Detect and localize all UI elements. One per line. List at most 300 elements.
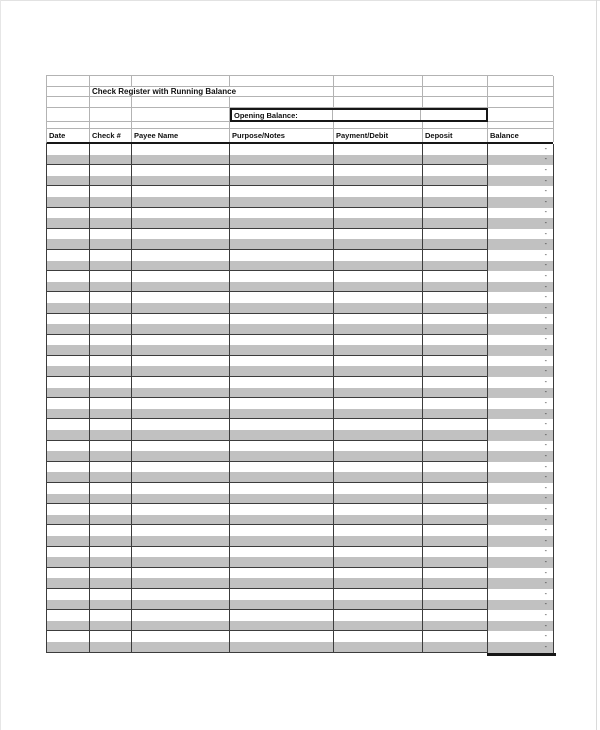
entry-cell-payee-name[interactable] xyxy=(132,568,230,579)
entry-cell-deposit[interactable] xyxy=(423,197,488,208)
entry-cell-payment-debit[interactable] xyxy=(334,494,423,505)
entry-cell-payee-name[interactable] xyxy=(132,271,230,282)
entry-cell-payee-name[interactable] xyxy=(132,557,230,568)
entry-cell-deposit[interactable] xyxy=(423,568,488,579)
entry-cell-purpose-notes[interactable] xyxy=(230,536,334,547)
entry-cell-payee-name[interactable] xyxy=(132,197,230,208)
entry-cell-payment-debit[interactable] xyxy=(334,589,423,600)
entry-cell-deposit[interactable] xyxy=(423,366,488,377)
entry-cell-deposit[interactable] xyxy=(423,271,488,282)
entry-cell-payment-debit[interactable] xyxy=(334,388,423,399)
entry-cell-purpose-notes[interactable] xyxy=(230,314,334,325)
entry-cell-payee-name[interactable] xyxy=(132,504,230,515)
entry-cell-check[interactable] xyxy=(90,218,132,229)
entry-cell-payee-name[interactable] xyxy=(132,176,230,187)
entry-cell-deposit[interactable] xyxy=(423,462,488,473)
entry-cell-payee-name[interactable] xyxy=(132,472,230,483)
entry-cell-purpose-notes[interactable] xyxy=(230,324,334,335)
entry-cell-deposit[interactable] xyxy=(423,155,488,166)
entry-cell-date[interactable] xyxy=(47,314,90,325)
entry-cell-payee-name[interactable] xyxy=(132,462,230,473)
entry-cell-payee-name[interactable] xyxy=(132,239,230,250)
entry-cell-check[interactable] xyxy=(90,345,132,356)
entry-cell-deposit[interactable] xyxy=(423,504,488,515)
entry-cell-check[interactable] xyxy=(90,557,132,568)
entry-cell-payee-name[interactable] xyxy=(132,388,230,399)
entry-cell-payee-name[interactable] xyxy=(132,483,230,494)
entry-cell-purpose-notes[interactable] xyxy=(230,356,334,367)
entry-cell-date[interactable] xyxy=(47,557,90,568)
entry-cell-payee-name[interactable] xyxy=(132,377,230,388)
entry-cell-deposit[interactable] xyxy=(423,144,488,155)
entry-cell-date[interactable] xyxy=(47,398,90,409)
entry-cell-date[interactable] xyxy=(47,483,90,494)
entry-cell-check[interactable] xyxy=(90,292,132,303)
entry-cell-deposit[interactable] xyxy=(423,610,488,621)
entry-cell-deposit[interactable] xyxy=(423,536,488,547)
entry-cell-purpose-notes[interactable] xyxy=(230,345,334,356)
entry-cell-date[interactable] xyxy=(47,377,90,388)
entry-cell-payee-name[interactable] xyxy=(132,430,230,441)
entry-cell-date[interactable] xyxy=(47,345,90,356)
entry-cell-date[interactable] xyxy=(47,419,90,430)
entry-cell-purpose-notes[interactable] xyxy=(230,631,334,642)
entry-cell-purpose-notes[interactable] xyxy=(230,176,334,187)
entry-cell-payment-debit[interactable] xyxy=(334,557,423,568)
entry-cell-deposit[interactable] xyxy=(423,419,488,430)
balance-cell: - xyxy=(488,356,554,367)
entry-cell-date[interactable] xyxy=(47,441,90,452)
entry-cell-payment-debit[interactable] xyxy=(334,600,423,611)
entry-cell-payment-debit[interactable] xyxy=(334,504,423,515)
entry-cell-check[interactable] xyxy=(90,494,132,505)
entry-cell-date[interactable] xyxy=(47,229,90,240)
entry-cell-purpose-notes[interactable] xyxy=(230,197,334,208)
entry-cell-payment-debit[interactable] xyxy=(334,568,423,579)
entry-cell-check[interactable] xyxy=(90,462,132,473)
entry-cell-payee-name[interactable] xyxy=(132,144,230,155)
entry-cell-payment-debit[interactable] xyxy=(334,261,423,272)
entry-cell-payee-name[interactable] xyxy=(132,621,230,632)
entry-cell-payee-name[interactable] xyxy=(132,261,230,272)
entry-cell-payment-debit[interactable] xyxy=(334,451,423,462)
entry-cell-purpose-notes[interactable] xyxy=(230,409,334,420)
entry-cell-purpose-notes[interactable] xyxy=(230,186,334,197)
entry-cell-payee-name[interactable] xyxy=(132,494,230,505)
entry-cell-check[interactable] xyxy=(90,388,132,399)
entry-cell-payee-name[interactable] xyxy=(132,600,230,611)
entry-cell-purpose-notes[interactable] xyxy=(230,419,334,430)
entry-cell-date[interactable] xyxy=(47,303,90,314)
entry-cell-check[interactable] xyxy=(90,451,132,462)
entry-cell-purpose-notes[interactable] xyxy=(230,642,334,653)
entry-cell-purpose-notes[interactable] xyxy=(230,589,334,600)
entry-cell-purpose-notes[interactable] xyxy=(230,155,334,166)
entry-cell-check[interactable] xyxy=(90,282,132,293)
entry-cell-payee-name[interactable] xyxy=(132,366,230,377)
entry-cell-deposit[interactable] xyxy=(423,335,488,346)
entry-cell-date[interactable] xyxy=(47,631,90,642)
entry-cell-payee-name[interactable] xyxy=(132,282,230,293)
entry-cell-purpose-notes[interactable] xyxy=(230,494,334,505)
entry-cell-check[interactable] xyxy=(90,515,132,526)
entry-cell-check[interactable] xyxy=(90,547,132,558)
entry-cell-payment-debit[interactable] xyxy=(334,208,423,219)
entry-cell-check[interactable] xyxy=(90,165,132,176)
entry-cell-purpose-notes[interactable] xyxy=(230,578,334,589)
entry-cell-check[interactable] xyxy=(90,239,132,250)
entry-cell-date[interactable] xyxy=(47,472,90,483)
entry-cell-check[interactable] xyxy=(90,441,132,452)
entry-cell-check[interactable] xyxy=(90,271,132,282)
entry-cell-purpose-notes[interactable] xyxy=(230,292,334,303)
entry-cell-date[interactable] xyxy=(47,271,90,282)
entry-cell-deposit[interactable] xyxy=(423,282,488,293)
entry-cell-date[interactable] xyxy=(47,430,90,441)
entry-cell-deposit[interactable] xyxy=(423,483,488,494)
entry-cell-deposit[interactable] xyxy=(423,430,488,441)
entry-cell-deposit[interactable] xyxy=(423,494,488,505)
entry-cell-deposit[interactable] xyxy=(423,229,488,240)
entry-cell-deposit[interactable] xyxy=(423,186,488,197)
entry-cell-payee-name[interactable] xyxy=(132,441,230,452)
entry-cell-check[interactable] xyxy=(90,578,132,589)
entry-cell-payment-debit[interactable] xyxy=(334,398,423,409)
entry-cell-payment-debit[interactable] xyxy=(334,536,423,547)
empty-cell xyxy=(488,97,554,108)
entry-cell-date[interactable] xyxy=(47,504,90,515)
entry-cell-date[interactable] xyxy=(47,525,90,536)
entry-cell-payment-debit[interactable] xyxy=(334,621,423,632)
entry-cell-check[interactable] xyxy=(90,642,132,653)
entry-cell-payment-debit[interactable] xyxy=(334,271,423,282)
entry-cell-purpose-notes[interactable] xyxy=(230,208,334,219)
entry-cell-check[interactable] xyxy=(90,186,132,197)
entry-cell-payment-debit[interactable] xyxy=(334,335,423,346)
entry-cell-date[interactable] xyxy=(47,144,90,155)
entry-cell-payee-name[interactable] xyxy=(132,589,230,600)
entry-cell-payment-debit[interactable] xyxy=(334,525,423,536)
register-row xyxy=(47,430,553,441)
entry-cell-payment-debit[interactable] xyxy=(334,155,423,166)
entry-cell-payment-debit[interactable] xyxy=(334,144,423,155)
entry-cell-payee-name[interactable] xyxy=(132,324,230,335)
entry-cell-deposit[interactable] xyxy=(423,557,488,568)
entry-cell-date[interactable] xyxy=(47,515,90,526)
opening-balance-input[interactable] xyxy=(333,110,421,120)
entry-cell-check[interactable] xyxy=(90,621,132,632)
entry-cell-payment-debit[interactable] xyxy=(334,430,423,441)
entry-cell-payee-name[interactable] xyxy=(132,536,230,547)
balance-cell: - xyxy=(488,504,554,515)
entry-cell-deposit[interactable] xyxy=(423,578,488,589)
entry-cell-date[interactable] xyxy=(47,568,90,579)
entry-cell-payment-debit[interactable] xyxy=(334,303,423,314)
entry-cell-purpose-notes[interactable] xyxy=(230,366,334,377)
entry-cell-purpose-notes[interactable] xyxy=(230,335,334,346)
entry-cell-payment-debit[interactable] xyxy=(334,197,423,208)
entry-cell-purpose-notes[interactable] xyxy=(230,398,334,409)
entry-cell-deposit[interactable] xyxy=(423,547,488,558)
register-row xyxy=(47,600,553,611)
balance-cell: - xyxy=(488,536,554,547)
register-row xyxy=(47,155,553,166)
entry-cell-deposit[interactable] xyxy=(423,345,488,356)
entry-cell-check[interactable] xyxy=(90,525,132,536)
entry-cell-payment-debit[interactable] xyxy=(334,377,423,388)
entry-cell-payment-debit[interactable] xyxy=(334,356,423,367)
entry-cell-check[interactable] xyxy=(90,261,132,272)
entry-cell-payment-debit[interactable] xyxy=(334,324,423,335)
entry-cell-payment-debit[interactable] xyxy=(334,483,423,494)
entry-cell-check[interactable] xyxy=(90,398,132,409)
entry-cell-deposit[interactable] xyxy=(423,356,488,367)
entry-cell-date[interactable] xyxy=(47,600,90,611)
entry-cell-payee-name[interactable] xyxy=(132,356,230,367)
entry-cell-deposit[interactable] xyxy=(423,218,488,229)
entry-cell-purpose-notes[interactable] xyxy=(230,229,334,240)
entry-cell-deposit[interactable] xyxy=(423,377,488,388)
entry-cell-date[interactable] xyxy=(47,356,90,367)
entry-cell-payee-name[interactable] xyxy=(132,578,230,589)
entry-cell-payment-debit[interactable] xyxy=(334,250,423,261)
entry-cell-payee-name[interactable] xyxy=(132,398,230,409)
entry-cell-payee-name[interactable] xyxy=(132,451,230,462)
entry-cell-deposit[interactable] xyxy=(423,398,488,409)
entry-cell-date[interactable] xyxy=(47,282,90,293)
entry-cell-deposit[interactable] xyxy=(423,165,488,176)
entry-cell-date[interactable] xyxy=(47,335,90,346)
entry-cell-date[interactable] xyxy=(47,621,90,632)
entry-cell-payment-debit[interactable] xyxy=(334,176,423,187)
entry-cell-date[interactable] xyxy=(47,547,90,558)
entry-cell-payment-debit[interactable] xyxy=(334,547,423,558)
entry-cell-deposit[interactable] xyxy=(423,292,488,303)
entry-cell-date[interactable] xyxy=(47,409,90,420)
entry-cell-payee-name[interactable] xyxy=(132,525,230,536)
entry-cell-date[interactable] xyxy=(47,324,90,335)
entry-cell-deposit[interactable] xyxy=(423,176,488,187)
entry-cell-date[interactable] xyxy=(47,578,90,589)
entry-cell-payee-name[interactable] xyxy=(132,303,230,314)
entry-cell-payment-debit[interactable] xyxy=(334,165,423,176)
entry-cell-check[interactable] xyxy=(90,600,132,611)
entry-cell-payment-debit[interactable] xyxy=(334,218,423,229)
entry-cell-purpose-notes[interactable] xyxy=(230,547,334,558)
empty-cell xyxy=(230,122,334,129)
entry-cell-deposit[interactable] xyxy=(423,631,488,642)
entry-cell-payment-debit[interactable] xyxy=(334,515,423,526)
entry-cell-payee-name[interactable] xyxy=(132,314,230,325)
entry-cell-date[interactable] xyxy=(47,197,90,208)
entry-cell-deposit[interactable] xyxy=(423,409,488,420)
entry-cell-check[interactable] xyxy=(90,610,132,621)
entry-cell-deposit[interactable] xyxy=(423,451,488,462)
entry-cell-purpose-notes[interactable] xyxy=(230,261,334,272)
entry-cell-payment-debit[interactable] xyxy=(334,282,423,293)
entry-cell-purpose-notes[interactable] xyxy=(230,271,334,282)
entry-cell-deposit[interactable] xyxy=(423,621,488,632)
balance-cell: - xyxy=(488,451,554,462)
entry-cell-date[interactable] xyxy=(47,176,90,187)
entry-cell-date[interactable] xyxy=(47,218,90,229)
entry-cell-payee-name[interactable] xyxy=(132,165,230,176)
page-edge-left xyxy=(0,0,1,730)
entry-cell-payment-debit[interactable] xyxy=(334,578,423,589)
entry-cell-payee-name[interactable] xyxy=(132,208,230,219)
entry-cell-deposit[interactable] xyxy=(423,515,488,526)
entry-cell-date[interactable] xyxy=(47,186,90,197)
entry-cell-purpose-notes[interactable] xyxy=(230,144,334,155)
entry-cell-date[interactable] xyxy=(47,388,90,399)
entry-cell-payee-name[interactable] xyxy=(132,218,230,229)
entry-cell-purpose-notes[interactable] xyxy=(230,430,334,441)
entry-cell-purpose-notes[interactable] xyxy=(230,525,334,536)
entry-cell-check[interactable] xyxy=(90,303,132,314)
entry-cell-date[interactable] xyxy=(47,366,90,377)
entry-cell-deposit[interactable] xyxy=(423,250,488,261)
entry-cell-check[interactable] xyxy=(90,155,132,166)
entry-cell-date[interactable] xyxy=(47,292,90,303)
entry-cell-check[interactable] xyxy=(90,250,132,261)
entry-cell-deposit[interactable] xyxy=(423,600,488,611)
entry-cell-purpose-notes[interactable] xyxy=(230,451,334,462)
entry-cell-purpose-notes[interactable] xyxy=(230,388,334,399)
entry-cell-purpose-notes[interactable] xyxy=(230,377,334,388)
entry-cell-purpose-notes[interactable] xyxy=(230,165,334,176)
entry-cell-deposit[interactable] xyxy=(423,525,488,536)
entry-cell-check[interactable] xyxy=(90,208,132,219)
entry-cell-purpose-notes[interactable] xyxy=(230,303,334,314)
entry-cell-deposit[interactable] xyxy=(423,239,488,250)
entry-cell-date[interactable] xyxy=(47,239,90,250)
entry-cell-date[interactable] xyxy=(47,462,90,473)
entry-cell-check[interactable] xyxy=(90,419,132,430)
entry-cell-deposit[interactable] xyxy=(423,324,488,335)
entry-cell-deposit[interactable] xyxy=(423,472,488,483)
entry-cell-payee-name[interactable] xyxy=(132,345,230,356)
entry-cell-payee-name[interactable] xyxy=(132,515,230,526)
entry-cell-payment-debit[interactable] xyxy=(334,345,423,356)
entry-cell-purpose-notes[interactable] xyxy=(230,504,334,515)
entry-cell-deposit[interactable] xyxy=(423,303,488,314)
entry-cell-date[interactable] xyxy=(47,165,90,176)
entry-cell-payment-debit[interactable] xyxy=(334,239,423,250)
entry-cell-check[interactable] xyxy=(90,430,132,441)
entry-cell-payee-name[interactable] xyxy=(132,409,230,420)
entry-cell-purpose-notes[interactable] xyxy=(230,282,334,293)
entry-cell-payee-name[interactable] xyxy=(132,292,230,303)
entry-cell-payee-name[interactable] xyxy=(132,186,230,197)
entry-cell-payee-name[interactable] xyxy=(132,335,230,346)
entry-cell-check[interactable] xyxy=(90,314,132,325)
entry-cell-date[interactable] xyxy=(47,250,90,261)
entry-cell-check[interactable] xyxy=(90,356,132,367)
entry-cell-purpose-notes[interactable] xyxy=(230,250,334,261)
entry-cell-date[interactable] xyxy=(47,589,90,600)
entry-cell-purpose-notes[interactable] xyxy=(230,462,334,473)
entry-cell-deposit[interactable] xyxy=(423,441,488,452)
entry-cell-payee-name[interactable] xyxy=(132,631,230,642)
entry-cell-payee-name[interactable] xyxy=(132,642,230,653)
entry-cell-payment-debit[interactable] xyxy=(334,419,423,430)
entry-cell-date[interactable] xyxy=(47,536,90,547)
entry-cell-check[interactable] xyxy=(90,176,132,187)
entry-cell-payee-name[interactable] xyxy=(132,419,230,430)
entry-cell-date[interactable] xyxy=(47,155,90,166)
entry-cell-check[interactable] xyxy=(90,324,132,335)
entry-cell-payment-debit[interactable] xyxy=(334,186,423,197)
entry-cell-purpose-notes[interactable] xyxy=(230,621,334,632)
entry-cell-payment-debit[interactable] xyxy=(334,292,423,303)
entry-cell-check[interactable] xyxy=(90,229,132,240)
entry-cell-purpose-notes[interactable] xyxy=(230,441,334,452)
entry-cell-payment-debit[interactable] xyxy=(334,366,423,377)
entry-cell-deposit[interactable] xyxy=(423,388,488,399)
entry-cell-payment-debit[interactable] xyxy=(334,462,423,473)
entry-cell-check[interactable] xyxy=(90,589,132,600)
entry-cell-check[interactable] xyxy=(90,568,132,579)
entry-cell-payment-debit[interactable] xyxy=(334,314,423,325)
entry-cell-date[interactable] xyxy=(47,494,90,505)
entry-cell-date[interactable] xyxy=(47,642,90,653)
entry-cell-payee-name[interactable] xyxy=(132,250,230,261)
entry-cell-check[interactable] xyxy=(90,409,132,420)
entry-cell-purpose-notes[interactable] xyxy=(230,472,334,483)
entry-cell-deposit[interactable] xyxy=(423,589,488,600)
entry-cell-check[interactable] xyxy=(90,536,132,547)
entry-cell-purpose-notes[interactable] xyxy=(230,239,334,250)
entry-cell-deposit[interactable] xyxy=(423,261,488,272)
entry-cell-date[interactable] xyxy=(47,261,90,272)
entry-cell-purpose-notes[interactable] xyxy=(230,218,334,229)
entry-cell-check[interactable] xyxy=(90,631,132,642)
entry-cell-payment-debit[interactable] xyxy=(334,441,423,452)
entry-cell-date[interactable] xyxy=(47,208,90,219)
entry-cell-date[interactable] xyxy=(47,451,90,462)
entry-cell-deposit[interactable] xyxy=(423,208,488,219)
entry-cell-payment-debit[interactable] xyxy=(334,229,423,240)
entry-cell-payment-debit[interactable] xyxy=(334,631,423,642)
entry-cell-payment-debit[interactable] xyxy=(334,409,423,420)
entry-cell-payee-name[interactable] xyxy=(132,547,230,558)
entry-cell-check[interactable] xyxy=(90,366,132,377)
entry-cell-payment-debit[interactable] xyxy=(334,642,423,653)
entry-cell-date[interactable] xyxy=(47,610,90,621)
opening-balance-extra-cell[interactable] xyxy=(421,110,486,120)
entry-cell-purpose-notes[interactable] xyxy=(230,483,334,494)
entry-cell-check[interactable] xyxy=(90,472,132,483)
entry-cell-purpose-notes[interactable] xyxy=(230,515,334,526)
entry-cell-purpose-notes[interactable] xyxy=(230,568,334,579)
entry-cell-check[interactable] xyxy=(90,197,132,208)
entry-cell-check[interactable] xyxy=(90,377,132,388)
entry-cell-purpose-notes[interactable] xyxy=(230,600,334,611)
entry-cell-deposit[interactable] xyxy=(423,314,488,325)
entry-cell-check[interactable] xyxy=(90,483,132,494)
entry-cell-purpose-notes[interactable] xyxy=(230,557,334,568)
entry-cell-deposit[interactable] xyxy=(423,642,488,653)
entry-cell-payee-name[interactable] xyxy=(132,610,230,621)
entry-cell-payee-name[interactable] xyxy=(132,229,230,240)
entry-cell-check[interactable] xyxy=(90,335,132,346)
entry-cell-check[interactable] xyxy=(90,144,132,155)
entry-cell-payee-name[interactable] xyxy=(132,155,230,166)
entry-cell-payment-debit[interactable] xyxy=(334,472,423,483)
entry-cell-check[interactable] xyxy=(90,504,132,515)
entry-cell-payment-debit[interactable] xyxy=(334,610,423,621)
entry-cell-purpose-notes[interactable] xyxy=(230,610,334,621)
